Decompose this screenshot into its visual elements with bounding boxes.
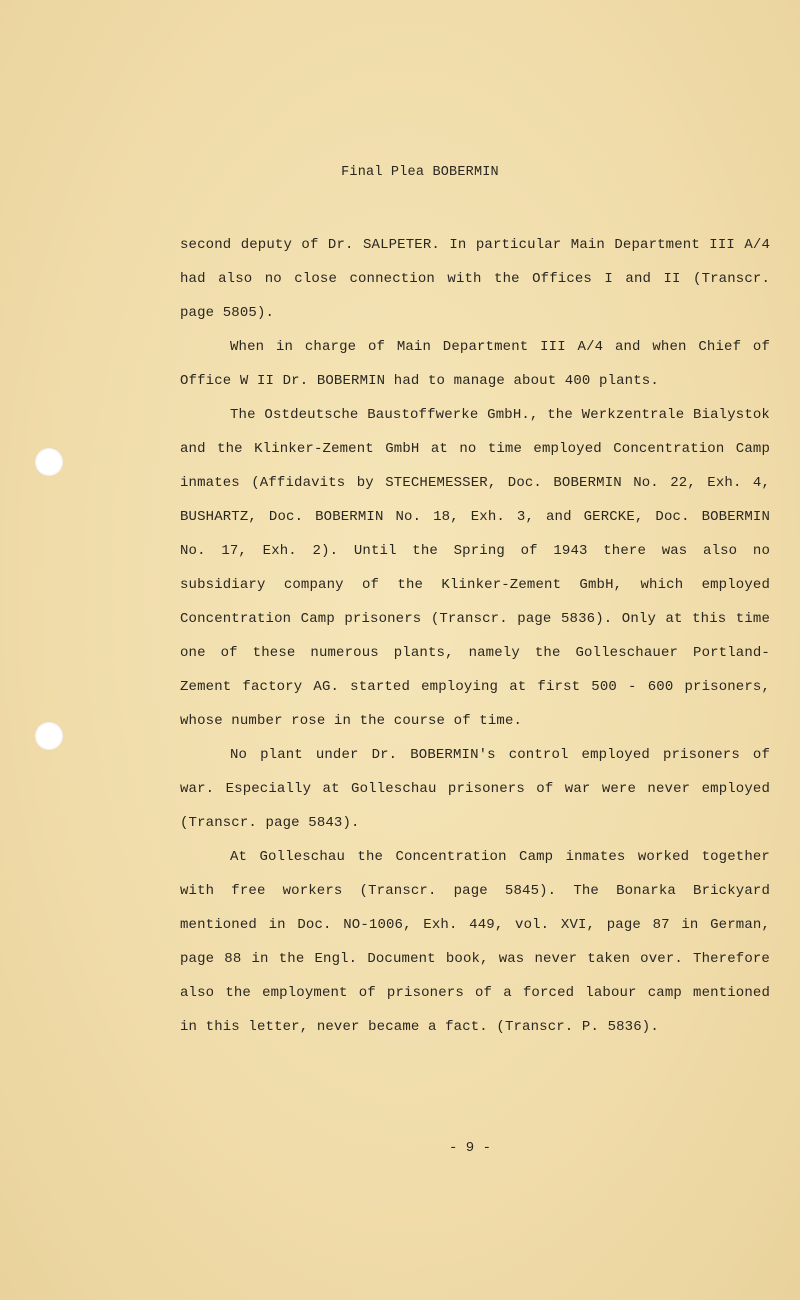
document-body — [180, 228, 770, 1044]
paragraph: No plant under Dr. BOBERMIN's control employed prisoners of war. Especially at Golleschau prisoners of war were never employed (Transcr. page 5843). — [180, 747, 770, 831]
page-header: Final Plea BOBERMIN — [341, 165, 499, 180]
punch-hole — [35, 448, 63, 476]
paragraph: When in charge of Main Department III A/4 and when Chief of Office W II Dr. BOBERMIN had to manage about 400 plants. — [180, 339, 770, 389]
page-number: - 9 - — [448, 1140, 491, 1156]
paragraph: The Ostdeutsche Baustoffwerke GmbH., the Werkzentrale Bialystok and the Klinker-Zement GmbH at no time employed Concentration Camp inmates (Affidavits by STECHEMESSER, Doc. BOBERMIN No. 22, Exh. 4, BUSHARTZ, Doc. BOBERMIN No. 18, Exh. 3, and GERCKE, Doc. BOBERMIN No. 17, Exh. 2). Until the Spring of 1943 there was also no subsidiary company of the Klinker-Zement GmbH, which employed Concentration Camp prisoners (Transcr. page 5836). Only at this time one of these numerous plants, namely the Golleschauer Portland-Zement factory AG. started employing at first 500 - 600 prisoners, whose number rose in the course of time. — [180, 407, 770, 729]
paragraph: At Golleschau the Concentration Camp inmates worked together with free workers (Transcr. page 5845). The Bonarka Brickyard mentioned in Doc. NO-1006, Exh. 449, vol. XVI, page 87 in German, page 88 in the Engl. Document book, was never taken over. Therefore also the employment of prisoners of a forced labour camp mentioned in this letter, never became a fact. (Transcr. P. 5836). — [180, 849, 770, 1035]
punch-hole — [35, 722, 63, 750]
paragraph: second deputy of Dr. SALPETER. In particular Main Department III A/4 had also no close connection with the Offices I and II (Transcr. page 5805). — [180, 237, 770, 321]
